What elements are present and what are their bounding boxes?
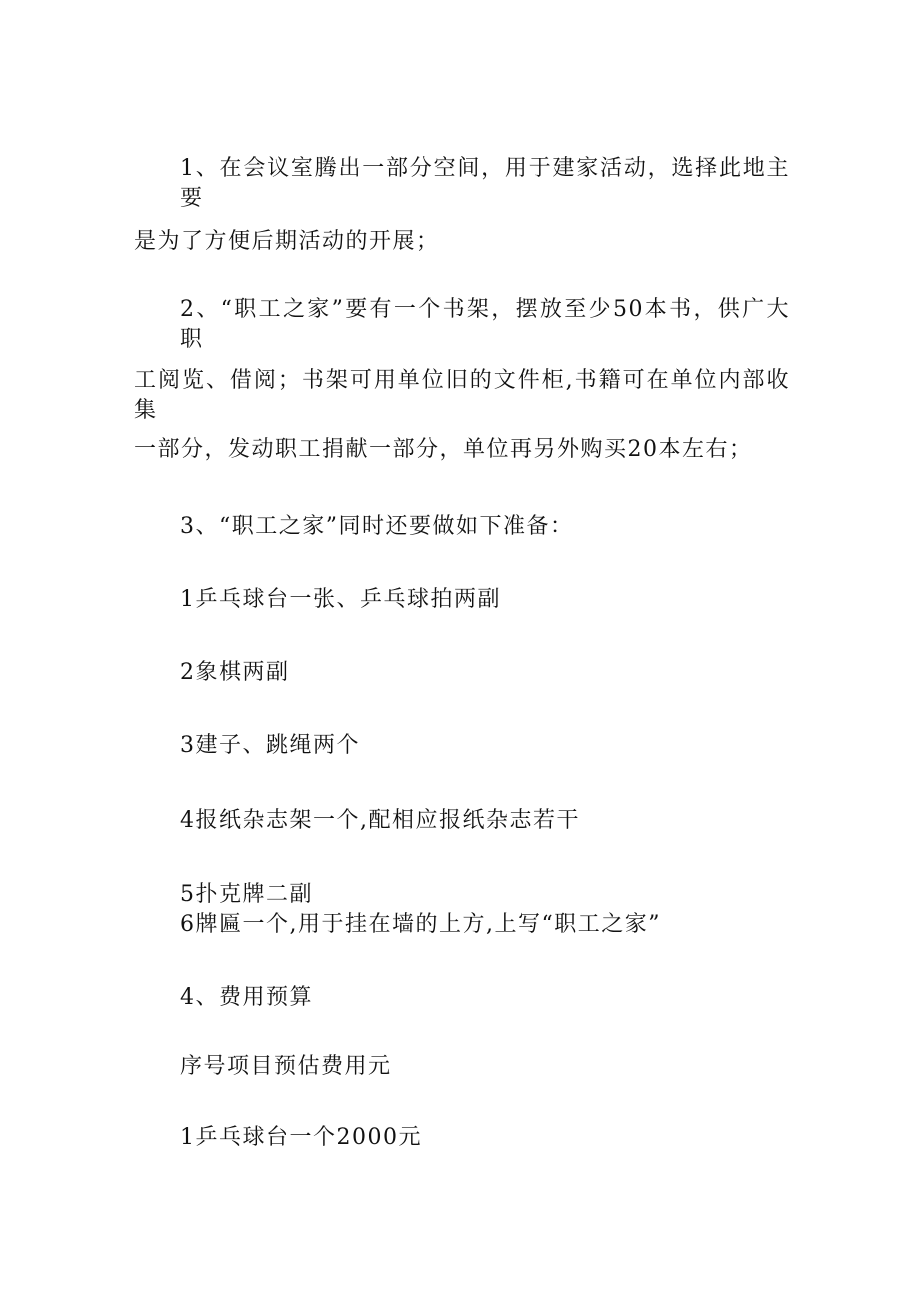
paragraph-4-heading: 4、费用预算 xyxy=(180,985,313,1010)
list-item: 6牌匾一个,用于挂在墙的上方,上写“职工之家” xyxy=(180,912,661,937)
paragraph-1-line-2: 是为了方便后期活动的开展； xyxy=(134,229,440,254)
list-item: 1乒乓球台一张、乒乓球拍两副 xyxy=(180,587,501,612)
list-item: 5扑克牌二副 xyxy=(180,882,313,907)
paragraph-2-line-2: 工阅览、借阅；书架可用单位旧的文件柜,书籍可在单位内部收集 xyxy=(134,368,790,423)
paragraph-3-heading: 3、“职工之家”同时还要做如下准备： xyxy=(180,514,574,539)
list-item: 4报纸杂志架一个,配相应报纸杂志若干 xyxy=(180,808,580,833)
paragraph-2-line-3: 一部分，发动职工捐献一部分，单位再另外购买20本左右； xyxy=(134,437,753,462)
paragraph-1-line-1: 1、在会议室腾出一部分空间，用于建家活动，选择此地主要 xyxy=(180,156,790,211)
list-item: 3建子、跳绳两个 xyxy=(180,733,360,758)
budget-table-header: 序号项目预估费用元 xyxy=(180,1054,392,1079)
list-item: 2象棋两副 xyxy=(180,660,290,685)
budget-table-row: 1乒乓球台一个2000元 xyxy=(180,1125,422,1150)
paragraph-2-line-1: 2、“职工之家”要有一个书架，摆放至少50本书，供广大职 xyxy=(180,297,790,352)
